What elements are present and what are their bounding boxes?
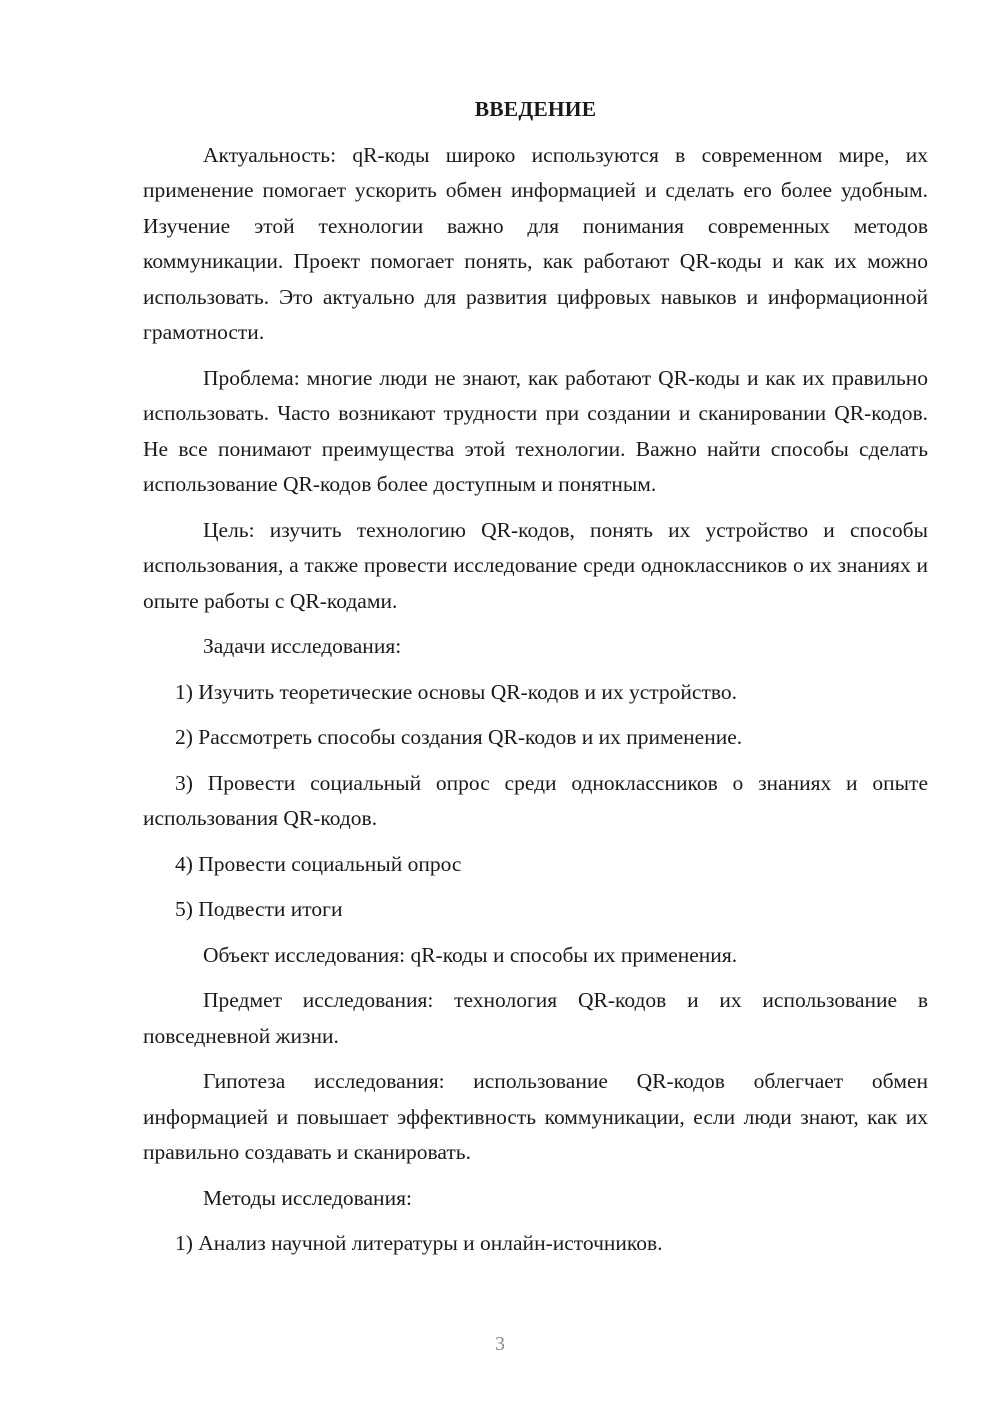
task-item: 3) Провести социальный опрос среди одноклассников о знаниях и опыте использования QR-кодов. <box>143 770 928 830</box>
hypothesis-paragraph: Гипотеза исследования: использование QR-кодов облегчает обмен информацией и повышает эффективность коммуникации, если люди знают, как их правильно создавать и сканировать. <box>143 1069 928 1164</box>
methods-heading: Методы исследования: <box>203 1185 412 1210</box>
section-title: ВВЕДЕНИЕ <box>474 97 597 121</box>
problem-paragraph: Проблема: многие люди не знают, как работают QR-коды и как их правильно использовать. Часто возникают трудности при создании и сканировании QR-кодов. Не все понимают преимущества этой технологии. Важно найти способы сделать использование QR-кодов более доступным и понятным. <box>143 365 928 496</box>
task-item: 5) Подвести итоги <box>175 897 343 921</box>
document-page <box>143 92 928 1272</box>
goal-paragraph: Цель: изучить технологию QR-кодов, понять их устройство и способы использования, а также провести исследование среди одноклассников о их знаниях и опыте работы с QR-кодами. <box>143 517 928 613</box>
task-item: 2) Рассмотреть способы создания QR-кодов и их применение. <box>175 725 743 749</box>
object-paragraph: Объект исследования: qR-коды и способы их применения. <box>203 942 738 967</box>
relevance-paragraph: Актуальность: qR-коды широко используются в современном мире, их применение помогает ускорить обмен информацией и сделать его более удобным. Изучение этой технологии важно для понимания современных методов коммуникации. Проект помогает понять, как работают QR-коды и как их можно использовать. Это актуально для развития цифровых навыков и информационной грамотности. <box>143 142 928 344</box>
tasks-heading: Задачи исследования: <box>203 634 402 658</box>
subject-paragraph: Предмет исследования: технология QR-кодов и их использование в повседневной жизни. <box>143 988 928 1048</box>
task-item: 4) Провести социальный опрос <box>175 851 462 876</box>
task-item: 1) Изучить теоретические основы QR-кодов и их устройство. <box>175 679 738 704</box>
method-item: 1) Анализ научной литературы и онлайн-источников. <box>175 1231 663 1255</box>
page-number: 3 <box>495 1333 505 1355</box>
